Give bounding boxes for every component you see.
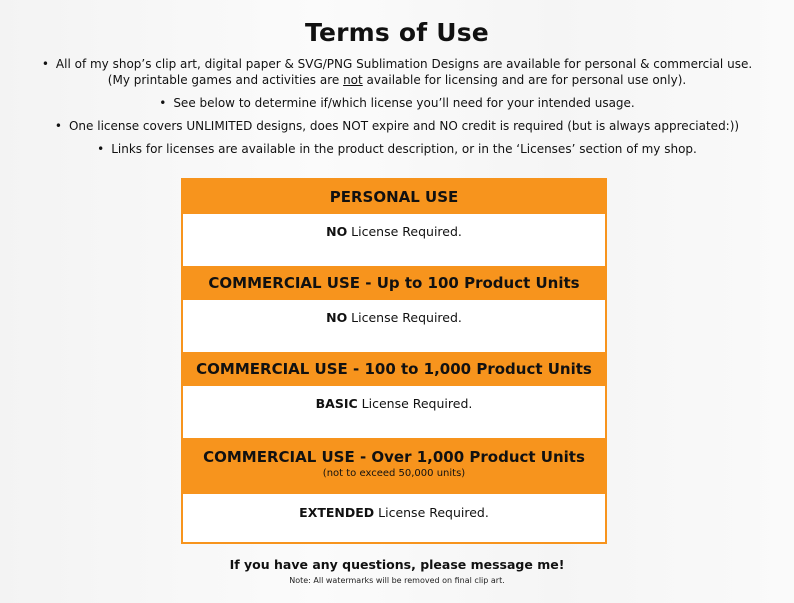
license-requirement-personal [183,214,605,266]
bullet-dot-icon: • [41,57,49,71]
license-subheading-text: (not to exceed 50,000 units) [322,468,466,479]
requirement-level: NO [326,224,348,239]
bullet-text-usage-line2-post: available for licensing and are for personal use only). [362,73,687,87]
license-heading-commercial-1000: COMMERCIAL USE - 100 to 1,000 Product Units [183,352,605,386]
requirement-level: EXTENDED [299,505,375,520]
requirement-text: License Required. [374,505,489,520]
terms-bullet-list [0,56,794,157]
bullet-text-not-emphasis: not [343,73,363,87]
watermark-note: Note: All watermarks will be removed on final clip art. [289,576,505,585]
questions-message: If you have any questions, please message me! [229,557,565,572]
bullet-item-see-below [0,95,794,111]
requirement-level: BASIC [315,396,358,411]
license-heading-personal: PERSONAL USE [183,180,605,214]
bullet-text-usage-line1: All of my shop’s clip art, digital paper & SVG/PNG Sublimation Designs are available for personal & commercial use. [55,57,753,71]
bullet-item-links [0,141,794,157]
bullet-dot-icon: • [97,142,105,156]
bullet-dot-icon: • [54,119,62,133]
license-requirement-commercial-1000 [183,386,605,438]
license-heading-commercial-over-1000 [183,438,605,494]
license-requirement-commercial-over-1000 [183,494,605,542]
bullet-item-one-license [0,118,794,134]
bullet-text-links: Links for licenses are available in the product description, or in the ‘Licenses’ section of my shop. [111,142,697,156]
bullet-item-usage [0,56,794,72]
license-heading-text: COMMERCIAL USE - Over 1,000 Product Units [203,448,585,466]
bullet-text-see-below: See below to determine if/which license you’ll need for your intended usage. [173,96,635,110]
bullet-text-one-license: One license covers UNLIMITED designs, does NOT expire and NO credit is required (but is always appreciated:)) [68,119,740,133]
bullet-dot-icon: • [159,96,167,110]
bullet-text-usage-line2-pre: (My printable games and activities are [107,73,344,87]
requirement-level: NO [326,310,348,325]
requirement-text: License Required. [357,396,473,411]
license-heading-commercial-100: COMMERCIAL USE - Up to 100 Product Units [183,266,605,300]
bullet-item-usage-line2 [0,72,794,88]
requirement-text: License Required. [347,310,462,325]
page-title: Terms of Use [305,18,489,47]
requirement-text: License Required. [347,224,462,239]
license-requirement-commercial-100 [183,300,605,352]
license-table [181,178,607,544]
